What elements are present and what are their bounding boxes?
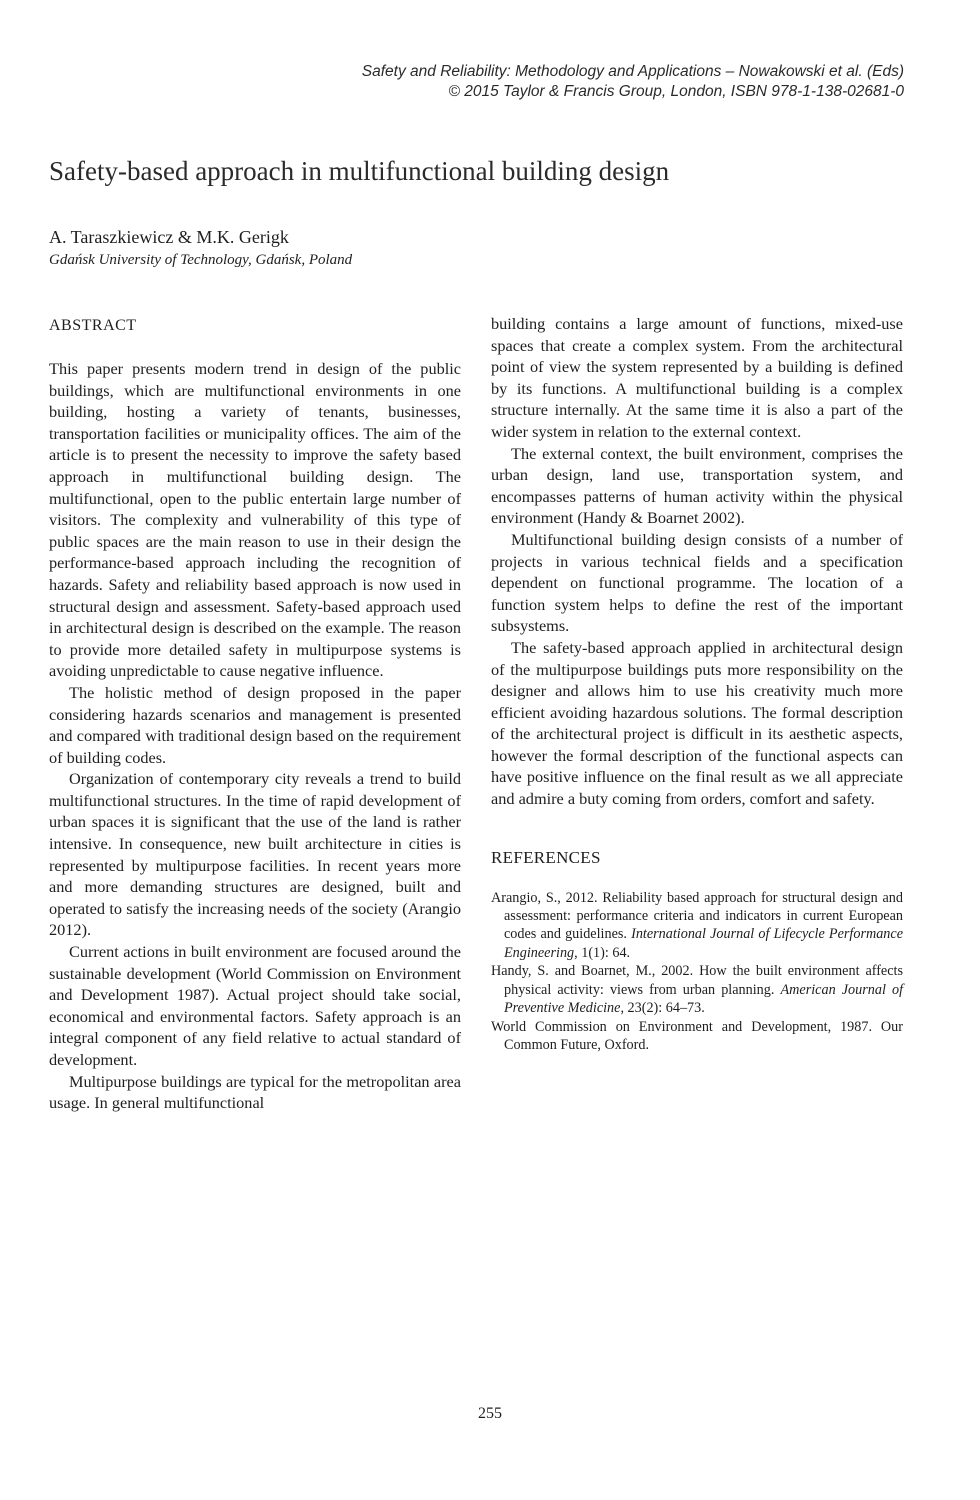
header-copyright: © 2015 Taylor & Francis Group, London, ISBN 978-1-138-02681-0 xyxy=(448,83,904,100)
paper-title: Safety-based approach in multifunctional building design xyxy=(49,156,670,186)
right-column xyxy=(491,313,903,1054)
references-heading: REFERENCES xyxy=(491,847,601,867)
body-paragraph: Multifunctional building design consists of a number of projects in various technical fields and a specification dependent on functional programme. The location of a function system helps to define the rest of the important subsystems. xyxy=(491,529,903,636)
body-paragraph: building contains a large amount of functions, mixed-use spaces that create a complex system. From the architectural point of view the system represented by a building is defined by its functions. A multifunctional building is a complex structure internally. At the same time it is also a part of the wider system in relation to the external context. xyxy=(491,314,903,441)
paper-authors: A. Taraszkiewicz & M.K. Gerigk xyxy=(49,227,289,247)
reference-entry: World Commission on Environment and Development, 1987. Our Common Future, Oxford. xyxy=(491,1018,903,1053)
body-paragraph: The holistic method of design proposed in the paper considering hazards scenarios and management is presented and compared with traditional design based on the requirement of building codes. xyxy=(49,682,461,767)
left-column xyxy=(49,316,461,1114)
body-paragraph: This paper presents modern trend in design of the public buildings, which are multifunctional environments in one building, hosting a variety of tenants, businesses, transportation facilities or municipality offices. The aim of the article is to present the necessity to improve the safety based approach in multifunctional building design. The multifunctional, open to the public entertain large number of visitors. The complexity and vulnerability of this type of public spaces are the main reason to use in their design the performance-based approach including the recognition of hazards. Safety and reliability based approach is now used in structural design and assessment. Safety-based approach used in architectural design is described on the example. The reason to provide more detailed safety in multipurpose systems is avoiding unpredictable to cause negative influence. xyxy=(49,359,461,681)
reference-entry: Handy, S. and Boarnet, M., 2002. How the built environment affects physical activity: views from urban planning. American Journal of Preventive Medicine, 23(2): 64–73. xyxy=(491,963,904,1017)
abstract-heading: ABSTRACT xyxy=(49,317,137,334)
body-paragraph: The safety-based approach applied in architectural design of the multipurpose buildings puts more responsibility on the designer and allows him to use his creativity much more efficient avoiding hazardous solutions. The formal description of the architectural project is difficult in its aesthetic aspects, however the formal description of the functional aspects can have positive influence on the final result as we all appreciate and admire a buty coming from orders, comfort and safety. xyxy=(491,637,903,809)
page-number: 255 xyxy=(478,1405,502,1422)
running-header xyxy=(362,62,904,102)
body-paragraph: Multipurpose buildings are typical for the metropolitan area usage. In general multifunctional xyxy=(49,1071,461,1113)
body-paragraph: The external context, the built environment, comprises the urban design, land use, transportation system, and encompasses patterns of human activity within the physical environment (Handy & Boarnet 2002). xyxy=(491,443,903,528)
header-book-title: Safety and Reliability: Methodology and Applications – Nowakowski et al. (Eds) xyxy=(361,63,904,80)
body-paragraph: Organization of contemporary city reveals a trend to build multifunctional structures. In the time of rapid development of urban spaces it is significant that the use of the land is rather intensive. In consequence, new built architecture in cities is represented by multipurpose facilities. In recent years more and more demanding structures are designed, built and operated to satisfy the increasing needs of the society (Arangio 2012). xyxy=(49,769,461,940)
reference-entry: Arangio, S., 2012. Reliability based approach for structural design and assessment: performance criteria and indicators in current European codes and guidelines. International Journal of Lifecycle Performance Engineering, 1(1): 64. xyxy=(491,889,903,961)
body-paragraph: Current actions in built environment are focused around the sustainable development (World Commission on Environment and Development 1987). Actual project should take social, economical and environmental factors. Safety approach is an integral component of any field relative to actual standard of development. xyxy=(49,942,461,1069)
author-affiliation: Gdańsk University of Technology, Gdańsk, Poland xyxy=(49,252,353,268)
